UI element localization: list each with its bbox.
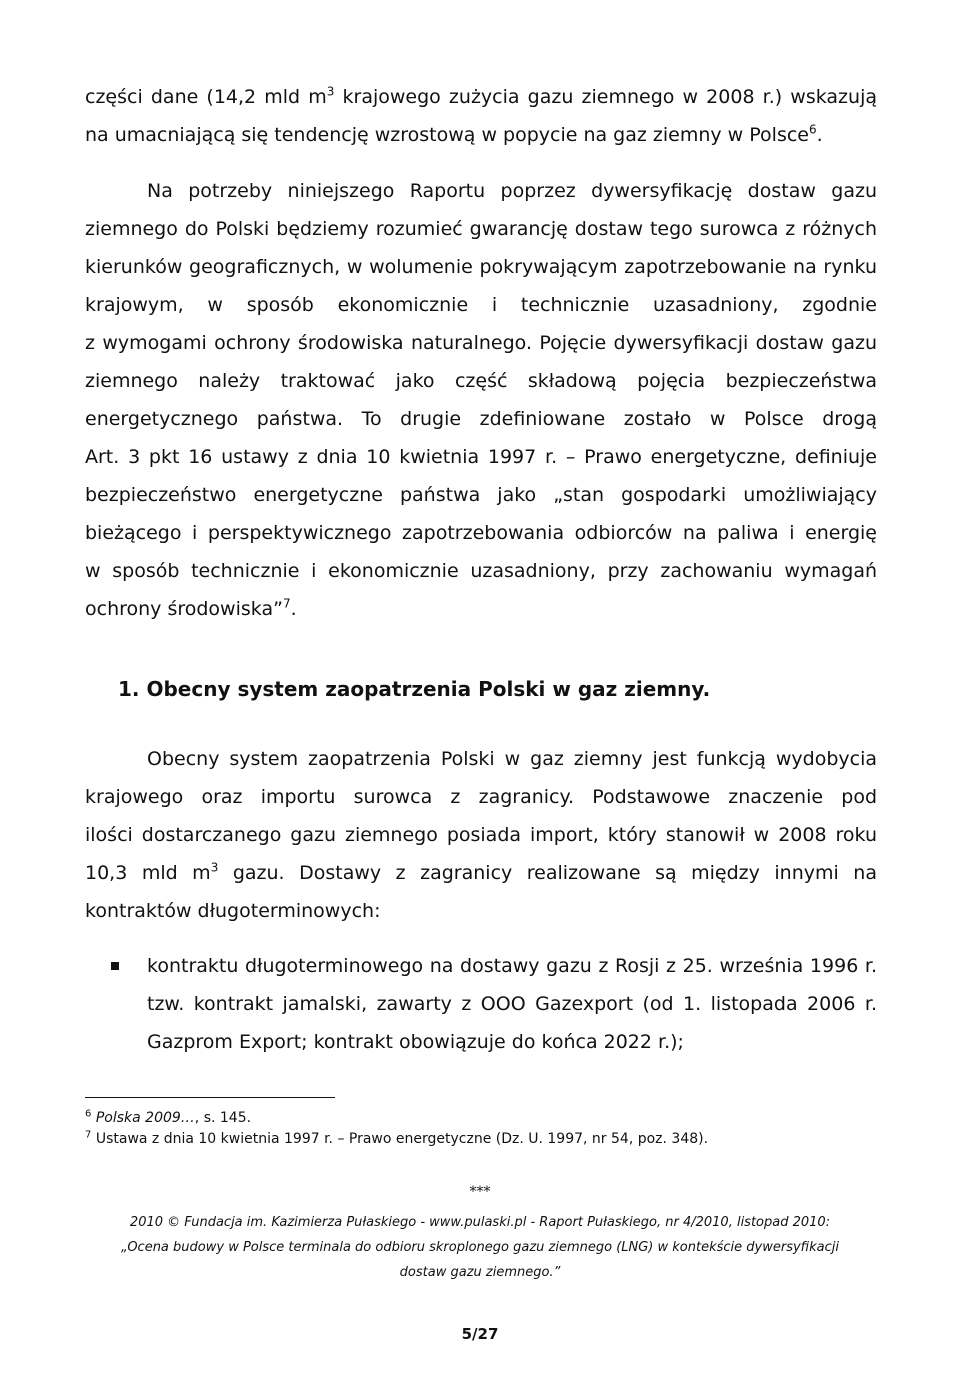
footnote-6: $^6$ Polska 2009…, s. 145. (85, 1108, 252, 1126)
paragraph-2 (85, 172, 877, 628)
list-item (147, 947, 877, 1061)
footnote-divider (85, 1097, 335, 1098)
text-line: kierunków geograficznych, w wolumenie pokrywającym zapotrzebowanie na rynku (85, 256, 877, 278)
text-line: Gazprom Export; kontrakt obowiązuje do końca 2022 r.); (147, 1031, 684, 1053)
text-line: ilości dostarczanego gazu ziemnego posiada import, który stanowił w 2008 roku (85, 824, 877, 846)
text-line: ziemnego do Polski będziemy rozumieć gwarancję dostaw tego surowca z różnych (85, 218, 877, 240)
text-line: kontraktów długoterminowych: (85, 900, 381, 922)
text-line: z wymogami ochrony środowiska naturalnego. Pojęcie dywersyfikacji dostaw gazu (85, 332, 877, 354)
text-line: krajowego oraz importu surowca z zagranicy. Podstawowe znaczenie pod (85, 786, 877, 808)
text-line: bieżącego i perspektywicznego zapotrzebowania odbiorców na paliwa i energię (85, 522, 877, 544)
footer-separator: *** (469, 1184, 491, 1200)
text-line: ochrony środowiska”$^7$. (85, 596, 297, 620)
text-line: Obecny system zaopatrzenia Polski w gaz ziemny jest funkcją wydobycia (147, 748, 877, 770)
text-line: kontraktu długoterminowego na dostawy gazu z Rosji z 25. września 1996 r. (147, 955, 877, 977)
text-line: ziemnego należy traktować jako część składową pojęcia bezpieczeństwa (85, 370, 877, 392)
page-number: 5/27 (461, 1325, 499, 1343)
footer-line: „Ocena budowy w Polsce terminala do odbioru skroplonego gazu ziemnego (LNG) w kontekście dywersyfikacji (121, 1240, 839, 1255)
bullet-icon (111, 962, 119, 970)
footnote-7: $^7$ Ustawa z dnia 10 kwietnia 1997 r. – Prawo energetyczne (Dz. U. 1997, nr 54, poz. 348). (85, 1129, 709, 1147)
text-line: w sposób technicznie i ekonomicznie uzasadniony, przy zachowaniu wymagań (85, 560, 877, 582)
text-line: tzw. kontrakt jamalski, zawarty z OOO Gazexport (od 1. listopada 2006 r. (147, 993, 877, 1015)
text-line: części dane (14,2 mld $m^3$ krajowego zużycia gazu ziemnego w 2008 r.) wskazują (85, 84, 877, 108)
text-line: 10,3 mld $m^3$ gazu. Dostawy z zagranicy realizowane są między innymi na (85, 860, 877, 884)
text-line: na umacniającą się tendencję wzrostową w popycie na gaz ziemny w Polsce$^6$. (85, 122, 823, 146)
footer-line: 2010 © Fundacja im. Kazimierza Pułaskiego - www.pulaski.pl - Raport Pułaskiego, nr 4/2010, listopad 2010: (129, 1215, 831, 1230)
footer-line: dostaw gazu ziemnego.” (399, 1265, 561, 1280)
section-heading: 1. Obecny system zaopatrzenia Polski w gaz ziemny. (118, 677, 711, 701)
text-line: Art. 3 pkt 16 ustawy z dnia 10 kwietnia 1997 r. – Prawo energetyczne, definiuje (85, 446, 877, 468)
paragraph-1 (85, 78, 877, 154)
text-line: Na potrzeby niniejszego Raportu poprzez dywersyfikację dostaw gazu (147, 180, 877, 202)
paragraph-3 (85, 740, 877, 930)
text-line: bezpieczeństwo energetyczne państwa jako „stan gospodarki umożliwiający (85, 484, 877, 506)
text-line: energetycznego państwa. To drugie zdefiniowane zostało w Polsce drogą (85, 408, 877, 430)
text-line: krajowym, w sposób ekonomicznie i technicznie uzasadniony, zgodnie (85, 294, 877, 316)
